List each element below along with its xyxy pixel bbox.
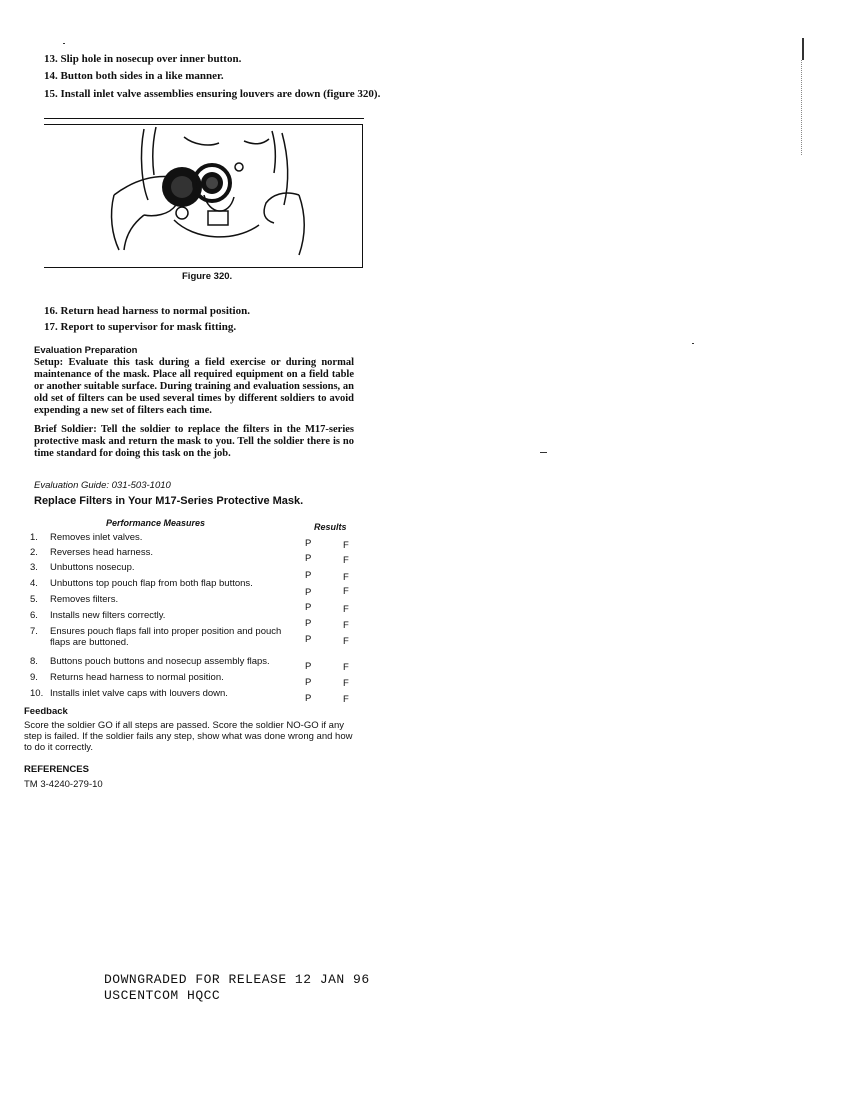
left-wrist [112,195,119,250]
figure-caption: Figure 320. [182,271,233,282]
row-text: Removes filters. [50,594,119,605]
feedback-text: Score the soldier GO if all steps are passed. Score the soldier NO-GO if any step is failed. If the soldier fails any step, show what was done wrong and how to do it correctly. [24,720,353,753]
row-text: Unbuttons nosecup. [50,562,135,573]
row-number: 3. [30,562,38,573]
step-text: Slip hole in nosecup over inner button. [60,53,242,65]
row-number: 7. [30,626,38,637]
release-stamp-line1: DOWNGRADED FOR RELEASE 12 JAN 96 [104,972,370,987]
setup-label: Setup: [34,357,64,368]
result-fail: F [343,604,349,615]
setup-paragraph [34,357,354,417]
row-number: 10. [30,688,44,699]
scan-mark [692,343,694,344]
step-17 [44,321,384,334]
divider [44,118,364,119]
scan-mark [801,60,802,155]
table-row [30,578,360,598]
left-filter-core [171,176,193,198]
table-row [30,656,360,673]
row-number: 1. [30,532,38,543]
table-row [30,688,360,705]
result-pass: P [305,618,312,629]
row-text: Returns head harness to normal position. [50,672,224,683]
table-row [30,610,360,631]
result-fail: F [343,694,349,705]
col-measures-header: Performance Measures [106,518,206,528]
step-text: Report to supervisor for mask fitting. [60,321,237,333]
voicemitter [208,211,228,225]
release-stamp-line2: USCENTCOM HQCC [104,988,221,1003]
setup-text: Evaluate this task during a field exercise or during normal maintenance of the mask. Place all required equipment on a field table or another suitable surface. During training and evaluation sessions, an old set of filters can be used several times by different soldiers to avoid expending a new set of filters each time. [34,357,354,416]
brief-paragraph [34,424,354,460]
right-filter-core [206,177,218,189]
step-number: 14. [44,70,58,82]
finger-tip [176,207,188,219]
feedback-heading: Feedback [24,706,68,717]
table-row [30,547,360,566]
result-pass: P [305,693,312,704]
step-number: 17. [44,321,58,333]
row-number: 8. [30,656,38,667]
right-wrist [299,195,304,255]
row-text: Installs inlet valve caps with louvers down. [50,688,228,699]
eye-lens [235,163,243,171]
scan-mark [802,38,804,60]
step-13 [44,53,384,66]
row-text: Unbuttons top pouch flap from both flap buttons. [50,578,253,589]
chin-line [174,220,259,237]
scan-mark [63,43,65,44]
row-number: 4. [30,578,38,589]
scan-mark [540,452,547,453]
result-fail: F [343,555,349,566]
result-fail: F [343,572,349,583]
row-number: 5. [30,594,38,605]
result-fail: F [343,620,349,631]
evaluation-preparation-heading: Evaluation Preparation [34,345,138,356]
row-number: 2. [30,547,38,558]
table-row [30,562,360,583]
step-14 [44,70,384,83]
result-pass: P [305,587,312,598]
step-number: 15. [44,88,58,100]
result-fail: F [343,662,349,673]
table-row [30,672,360,689]
result-fail: F [343,540,349,551]
row-text: Installs new filters correctly. [50,610,166,621]
result-fail: F [343,586,349,597]
row-number: 9. [30,672,38,683]
col-results-header: Results [314,522,347,532]
step-text: Return head harness to normal position. [60,305,250,317]
row-text: Ensures pouch flaps fall into proper position and pouch flaps are buttoned. [50,626,282,648]
table-row [30,626,360,650]
step-number: 16. [44,305,58,317]
result-pass: P [305,570,312,581]
result-fail: F [343,636,349,647]
hood-right-line [282,133,288,205]
step-15 [44,88,393,101]
evaluation-guide: Evaluation Guide: 031-503-1010 [34,480,171,491]
references-heading: REFERENCES [24,764,89,775]
table-row [30,594,360,615]
row-text: Removes inlet valves. [50,532,143,543]
brief-label: Brief Soldier: [34,424,97,435]
result-pass: P [305,553,312,564]
right-hand [264,193,299,223]
row-text: Reverses head harness. [50,547,153,558]
result-pass: P [305,661,312,672]
table-row [30,532,360,551]
hood-left-inner [153,127,156,175]
step-number: 13. [44,53,58,65]
result-pass: P [305,538,312,549]
step-text: Install inlet valve assemblies ensuring louvers are down (figure 320). [60,88,381,100]
gas-mask-illustration [44,125,362,267]
reference-item: TM 3-4240-279-10 [24,779,103,790]
hood-left-line [141,129,148,200]
guide-title: Replace Filters in Your M17-Series Protective Mask. [34,495,304,507]
row-text: Buttons pouch buttons and nosecup assembly flaps. [50,656,270,667]
result-fail: F [343,678,349,689]
step-text: Button both sides in a like manner. [60,70,224,82]
result-pass: P [305,677,312,688]
figure-320 [44,124,363,268]
step-16 [44,305,384,318]
left-forearm [124,215,144,250]
brief-text: Tell the soldier to replace the filters in the M17-series protective mask and return the mask to you. Tell the soldier there is no time standard for doing this task on the job. [34,424,355,459]
result-pass: P [305,634,312,645]
brow-left [184,137,219,145]
hood-right-inner [272,131,275,173]
brow-right [244,139,269,144]
row-number: 6. [30,610,38,621]
result-pass: P [305,602,312,613]
